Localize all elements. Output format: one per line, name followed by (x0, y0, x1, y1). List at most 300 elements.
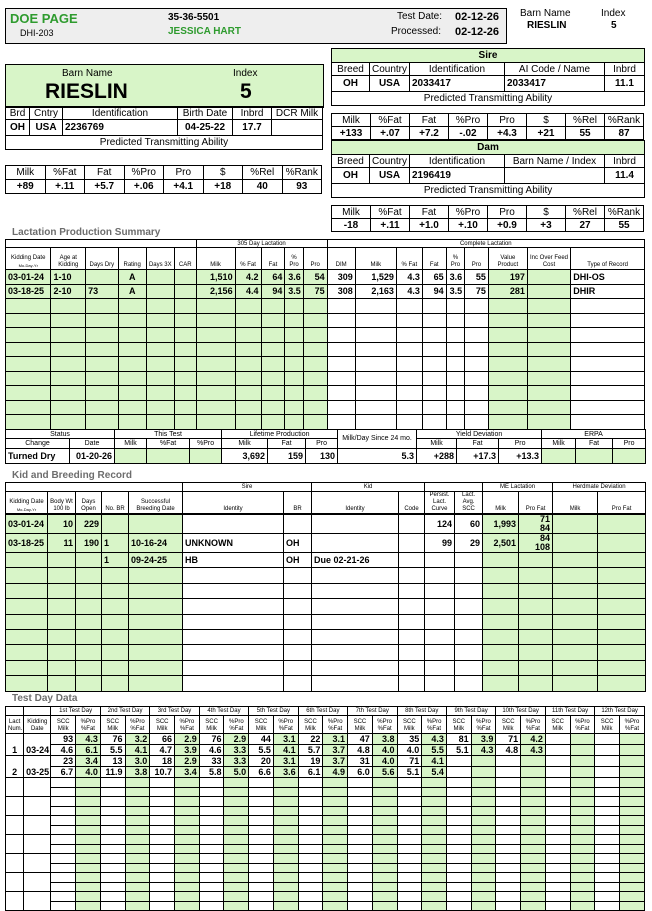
kbr-cell (553, 614, 598, 629)
tdd-cell (496, 787, 521, 797)
sire-country: USA (370, 76, 410, 92)
lps-cell (446, 415, 464, 430)
tdd-cell (100, 844, 125, 854)
tdd-cell: 71 (496, 734, 521, 745)
kbr-cell (483, 553, 519, 568)
kbr-col-header: Code (399, 492, 425, 514)
animal-pta-val: +18 (203, 180, 243, 194)
kbr-col-header: Persist. Lact. Curve (425, 492, 455, 514)
tdd-cell (570, 882, 595, 892)
tdd-cell: 5.5 (100, 745, 125, 756)
lps-cell (174, 386, 196, 401)
tdd-cell (249, 825, 274, 835)
tdd-cell (273, 892, 298, 902)
tdd-cell (521, 778, 546, 788)
kbr-cell: 10-16-24 (129, 534, 183, 553)
tdd-cell (521, 787, 546, 797)
tdd-cell (570, 778, 595, 788)
tdd-cell (521, 767, 546, 778)
dam-pta-table (331, 205, 644, 232)
kbr-cell (312, 660, 399, 675)
lps-cell (465, 415, 489, 430)
tdd-cell (224, 797, 249, 807)
sire-id: 2033417 (410, 76, 505, 92)
kbr-cell (519, 553, 553, 568)
tdd-sub-header (125, 716, 150, 734)
tdd-cell (273, 825, 298, 835)
lps-cell (488, 342, 527, 357)
kbr-cell (129, 676, 183, 691)
status-col-header: Milk (222, 439, 268, 449)
tdd-cell (298, 901, 323, 911)
lps-cell (196, 400, 235, 415)
kbr-cell (312, 629, 399, 644)
lps-cell (465, 386, 489, 401)
tdd-cell (224, 854, 249, 864)
kbr-cell (519, 660, 553, 675)
kbr-cell (183, 614, 284, 629)
tdd-sub-top: SCC (56, 719, 70, 725)
kbr-cell (6, 645, 48, 660)
tdd-cell (323, 844, 348, 854)
tdd-row (6, 835, 645, 845)
lps-cell (86, 400, 118, 415)
tdd-cell (397, 806, 422, 816)
lps-spacer (6, 240, 197, 248)
tdd-sub-bottom: %Fat (229, 726, 244, 732)
tdd-sub-top: %Pro (377, 719, 392, 725)
status-value: 5.3 (338, 449, 417, 464)
tdd-cell (496, 825, 521, 835)
kbr-col-header: Successful Breeding Date (129, 492, 183, 514)
tdd-cell: 4.3 (422, 734, 447, 745)
kbr-col-header: Identity (183, 492, 284, 514)
tdd-cell (471, 787, 496, 797)
tdd-sub-bottom: Milk (354, 726, 366, 732)
tdd-cell: 5.8 (199, 767, 224, 778)
lps-cell (285, 357, 303, 372)
kbr-cell (425, 645, 455, 660)
kbr-cell: 1,993 (483, 515, 519, 534)
tdd-cell (51, 797, 76, 807)
kbr-cell (284, 599, 312, 614)
lps-cell (285, 400, 303, 415)
lps-cell: 03-18-25 (6, 284, 51, 299)
tdd-cell (521, 816, 546, 826)
tdd-cell: 13 (100, 756, 125, 767)
lps-col-header: Days 3X (146, 248, 174, 270)
tdd-cell (175, 787, 200, 797)
lps-cell: 1,529 (355, 270, 396, 285)
lps-cell (465, 371, 489, 386)
tdd-cell (595, 806, 620, 816)
tdd-cell (273, 854, 298, 864)
tdd-cell (595, 873, 620, 883)
kbr-group-herd: Herdmate Deviation (553, 483, 646, 492)
kbr-cell (6, 568, 48, 583)
lps-cell (174, 400, 196, 415)
kbr-cell (399, 583, 425, 598)
animal-pta-col: Fat (85, 166, 125, 180)
tdd-sub-header (422, 716, 447, 734)
tdd-lact (6, 778, 24, 797)
tdd-cell (595, 787, 620, 797)
lps-cell: 64 (261, 270, 285, 285)
tdd-cell: 3.9 (175, 745, 200, 756)
tdd-cell (545, 734, 570, 745)
tdd-cell (397, 844, 422, 854)
kbr-cell (183, 645, 284, 660)
kbr-cell (284, 645, 312, 660)
lps-cell (303, 415, 327, 430)
tdd-cell (100, 778, 125, 788)
lps-cell (118, 371, 146, 386)
animal-pta-col: $ (203, 166, 243, 180)
tdd-sub-header (545, 716, 570, 734)
kbr-cell (102, 645, 129, 660)
tdd-cell (422, 816, 447, 826)
kbr-cell: Due 02-21-26 (312, 553, 399, 568)
tdd-cell (422, 901, 447, 911)
tdd-cell (496, 767, 521, 778)
lps-cell (396, 371, 422, 386)
lps-cell (327, 299, 355, 314)
lps-cell (6, 386, 51, 401)
tdd-spacer (24, 707, 51, 716)
tdd-cell: 6.1 (298, 767, 323, 778)
kbr-cell (553, 568, 598, 583)
tdd-cell (298, 806, 323, 816)
lps-cell (422, 299, 446, 314)
dam-pta-val: +.10 (449, 219, 488, 232)
tdd-cell: 44 (249, 734, 274, 745)
tdd-cell (298, 825, 323, 835)
kbr-cell (519, 599, 553, 614)
lps-row (6, 299, 645, 314)
lps-cell (261, 415, 285, 430)
dam-table (331, 140, 645, 198)
tdd-cell (446, 863, 471, 873)
lps-cell (571, 328, 645, 343)
lps-cell (327, 400, 355, 415)
tdd-cell (249, 816, 274, 826)
tdd-cell (323, 778, 348, 788)
status-col-header: Fat (576, 439, 613, 449)
kbr-cell (48, 660, 76, 675)
dam-inbrd: 11.4 (605, 168, 645, 184)
lps-col-header: Milk (355, 248, 396, 270)
lps-title: Lactation Production Summary (12, 227, 161, 238)
tdd-day-header: 9th Test Day (446, 707, 495, 716)
tdd-sub-bottom: Milk (601, 726, 613, 732)
tdd-cell (125, 892, 150, 902)
tdd-cell (100, 863, 125, 873)
status-col-header: %Fat (147, 439, 190, 449)
lps-row (6, 415, 645, 430)
animal-pta-val: 93 (282, 180, 322, 194)
tdd-sub-top: SCC (403, 719, 416, 725)
tdd-sub-bottom: %Fat (427, 726, 442, 732)
tdd-cell (446, 787, 471, 797)
tdd-cell (570, 756, 595, 767)
tdd-cell (150, 844, 175, 854)
tdd-cell (125, 882, 150, 892)
tdd-cell: 22 (298, 734, 323, 745)
lps-cell (196, 299, 235, 314)
lps-cell (285, 299, 303, 314)
tdd-cell (496, 844, 521, 854)
kbr-cell (129, 629, 183, 644)
tdd-cell (76, 882, 101, 892)
tdd-cell (224, 844, 249, 854)
tdd-cell (471, 806, 496, 816)
tdd-cell (570, 844, 595, 854)
kbr-cell (483, 629, 519, 644)
kbr-cell (598, 629, 646, 644)
tdd-cell (175, 892, 200, 902)
kbr-cell (553, 599, 598, 614)
lps-cell (235, 342, 261, 357)
tdd-cell (397, 825, 422, 835)
status-group: Lifetime Production (222, 430, 338, 439)
tdd-cell (125, 873, 150, 883)
lps-cell (86, 342, 118, 357)
tdd-cell: 5.6 (372, 767, 397, 778)
tdd-cell (100, 873, 125, 883)
tdd-cell (397, 892, 422, 902)
tdd-cell (298, 854, 323, 864)
kbr-cell (102, 583, 129, 598)
tdd-cell (471, 835, 496, 845)
tdd-cell (175, 806, 200, 816)
tdd-sub-header (348, 716, 373, 734)
tdd-cell (446, 873, 471, 883)
tdd-cell (446, 756, 471, 767)
tdd-cell (595, 901, 620, 911)
lps-cell (6, 400, 51, 415)
tdd-cell (51, 778, 76, 788)
tdd-cell: 4.6 (199, 745, 224, 756)
tdd-sub-header (298, 716, 323, 734)
tdd-cell (397, 778, 422, 788)
kbr-cell (183, 599, 284, 614)
kbr-cell (6, 629, 48, 644)
tdd-cell (76, 873, 101, 883)
lps-cell (196, 342, 235, 357)
lps-cell: DHIR (571, 284, 645, 299)
tdd-cell (397, 873, 422, 883)
tdd-cell: 4.8 (496, 745, 521, 756)
tdd-cell (422, 892, 447, 902)
tdd-cell: 3.0 (125, 756, 150, 767)
kbr-cell (553, 676, 598, 691)
kbr-cell (455, 676, 483, 691)
tdd-cell (372, 844, 397, 854)
tdd-cell (521, 863, 546, 873)
tdd-cell: 3.3 (224, 745, 249, 756)
tdd-sub-header (397, 716, 422, 734)
tdd-lact (6, 816, 24, 835)
lps-cell (355, 299, 396, 314)
owner-name: JESSICA HART (168, 26, 241, 37)
sire-pta-col: %Pro (449, 114, 488, 127)
kbr-cell (399, 645, 425, 660)
kbr-row (6, 676, 646, 691)
tdd-cell (273, 797, 298, 807)
kbr-row (6, 515, 646, 534)
lps-cell (446, 386, 464, 401)
tdd-cell (422, 873, 447, 883)
tdd-cell: 3.9 (471, 734, 496, 745)
tdd-sub-top: %Pro (426, 719, 442, 725)
dam-col: Breed (332, 155, 370, 168)
kbr-cell (183, 568, 284, 583)
tdd-cell (496, 756, 521, 767)
tdd-cell (595, 892, 620, 902)
lps-cell (446, 299, 464, 314)
tdd-cell (348, 825, 373, 835)
animal-pta-table (5, 165, 322, 194)
tdd-cell (620, 882, 645, 892)
kbr-cell (519, 614, 553, 629)
sire-pta-col: %Rel (566, 114, 605, 127)
lps-cell (118, 342, 146, 357)
tdd-cell (298, 787, 323, 797)
lps-cell: 3.5 (285, 284, 303, 299)
animal-birth: 04-25-22 (178, 120, 233, 136)
lps-cell (6, 313, 51, 328)
sire-dam-table (331, 48, 645, 106)
lps-cell (174, 313, 196, 328)
tdd-cell (570, 734, 595, 745)
kbr-cell (455, 568, 483, 583)
tdd-cell (323, 835, 348, 845)
tdd-cell (446, 901, 471, 911)
dam-pta-col: %Rank (605, 206, 644, 219)
animal-col-cntry: Cntry (30, 107, 63, 120)
tdd-cell (199, 816, 224, 826)
tdd-cell (471, 854, 496, 864)
status-col-header: Change (6, 439, 70, 449)
tdd-sub-header (175, 716, 200, 734)
kbr-cell (519, 676, 553, 691)
lps-cell: 3.6 (446, 270, 464, 285)
tdd-cell (521, 797, 546, 807)
lps-cell (422, 371, 446, 386)
tdd-cell (51, 882, 76, 892)
lps-cell (174, 299, 196, 314)
kbr-cell (129, 614, 183, 629)
lps-cell (285, 342, 303, 357)
tdd-day-header: 10th Test Day (496, 707, 545, 716)
kbr-cell: 11 (48, 534, 76, 553)
tdd-cell (100, 797, 125, 807)
kbr-cell: 84 108 (519, 534, 553, 553)
tdd-cell (422, 854, 447, 864)
lps-cell (285, 313, 303, 328)
tdd-cell: 5.4 (422, 767, 447, 778)
lps-cell (118, 299, 146, 314)
lps-cell: 1,510 (196, 270, 235, 285)
lps-cell (146, 299, 174, 314)
lps-cell: 3.5 (446, 284, 464, 299)
tdd-day-header: 3rd Test Day (150, 707, 199, 716)
lps-cell (285, 371, 303, 386)
tdd-cell (496, 797, 521, 807)
lps-cell (303, 299, 327, 314)
tdd-cell: 93 (51, 734, 76, 745)
tdd-cell (521, 835, 546, 845)
tdd-cell (471, 863, 496, 873)
tdd-cell (521, 882, 546, 892)
kbr-cell (312, 599, 399, 614)
tdd-cell (249, 835, 274, 845)
lps-cell (146, 400, 174, 415)
tdd-sub-bottom: %Fat (278, 726, 293, 732)
kbr-cell (129, 599, 183, 614)
kbr-cell (455, 553, 483, 568)
lps-cell (261, 328, 285, 343)
lps-cell (571, 342, 645, 357)
kbr-group-me: ME Lactation (483, 483, 553, 492)
tdd-sub-top: %Pro (179, 719, 195, 725)
kbr-cell (284, 568, 312, 583)
lps-cell (465, 313, 489, 328)
kbr-cell: 124 (425, 515, 455, 534)
dam-pta-col: %Fat (371, 206, 410, 219)
lps-cell (355, 342, 396, 357)
tdd-cell (496, 806, 521, 816)
tdd-cell (620, 873, 645, 883)
lps-cell (571, 299, 645, 314)
tdd-lact (6, 854, 24, 873)
kbr-cell (312, 645, 399, 660)
lps-cell (235, 328, 261, 343)
tdd-lact (6, 873, 24, 892)
tdd-day-header: 1st Test Day (51, 707, 100, 716)
lps-cell (527, 313, 570, 328)
tdd-cell (199, 882, 224, 892)
kbr-row (6, 629, 646, 644)
tdd-cell (521, 892, 546, 902)
lps-cell (396, 400, 422, 415)
kbr-cell (399, 599, 425, 614)
kbr-cell (598, 568, 646, 583)
kbr-cell (425, 599, 455, 614)
tdd-cell (150, 854, 175, 864)
kbr-cell (519, 645, 553, 660)
tdd-cell (372, 797, 397, 807)
tdd-cell (348, 787, 373, 797)
kbr-cell: 99 (425, 534, 455, 553)
tdd-cell (397, 854, 422, 864)
lps-cell (327, 371, 355, 386)
tdd-cell (76, 825, 101, 835)
tdd-sub-bottom: Milk (206, 726, 217, 732)
tdd-cell: 3.4 (76, 756, 101, 767)
tdd-cell (51, 873, 76, 883)
lps-cell: 54 (303, 270, 327, 285)
page-code: DHI-203 (20, 28, 54, 38)
lps-cell (571, 371, 645, 386)
tdd-cell (471, 825, 496, 835)
tdd-sub-bottom: Milk (255, 726, 267, 732)
lps-cell (396, 328, 422, 343)
kbr-cell (598, 553, 646, 568)
tdd-cell (372, 835, 397, 845)
kbr-cell: 71 84 (519, 515, 553, 534)
kbr-col-header: Body Wt 100 lb (48, 492, 76, 514)
